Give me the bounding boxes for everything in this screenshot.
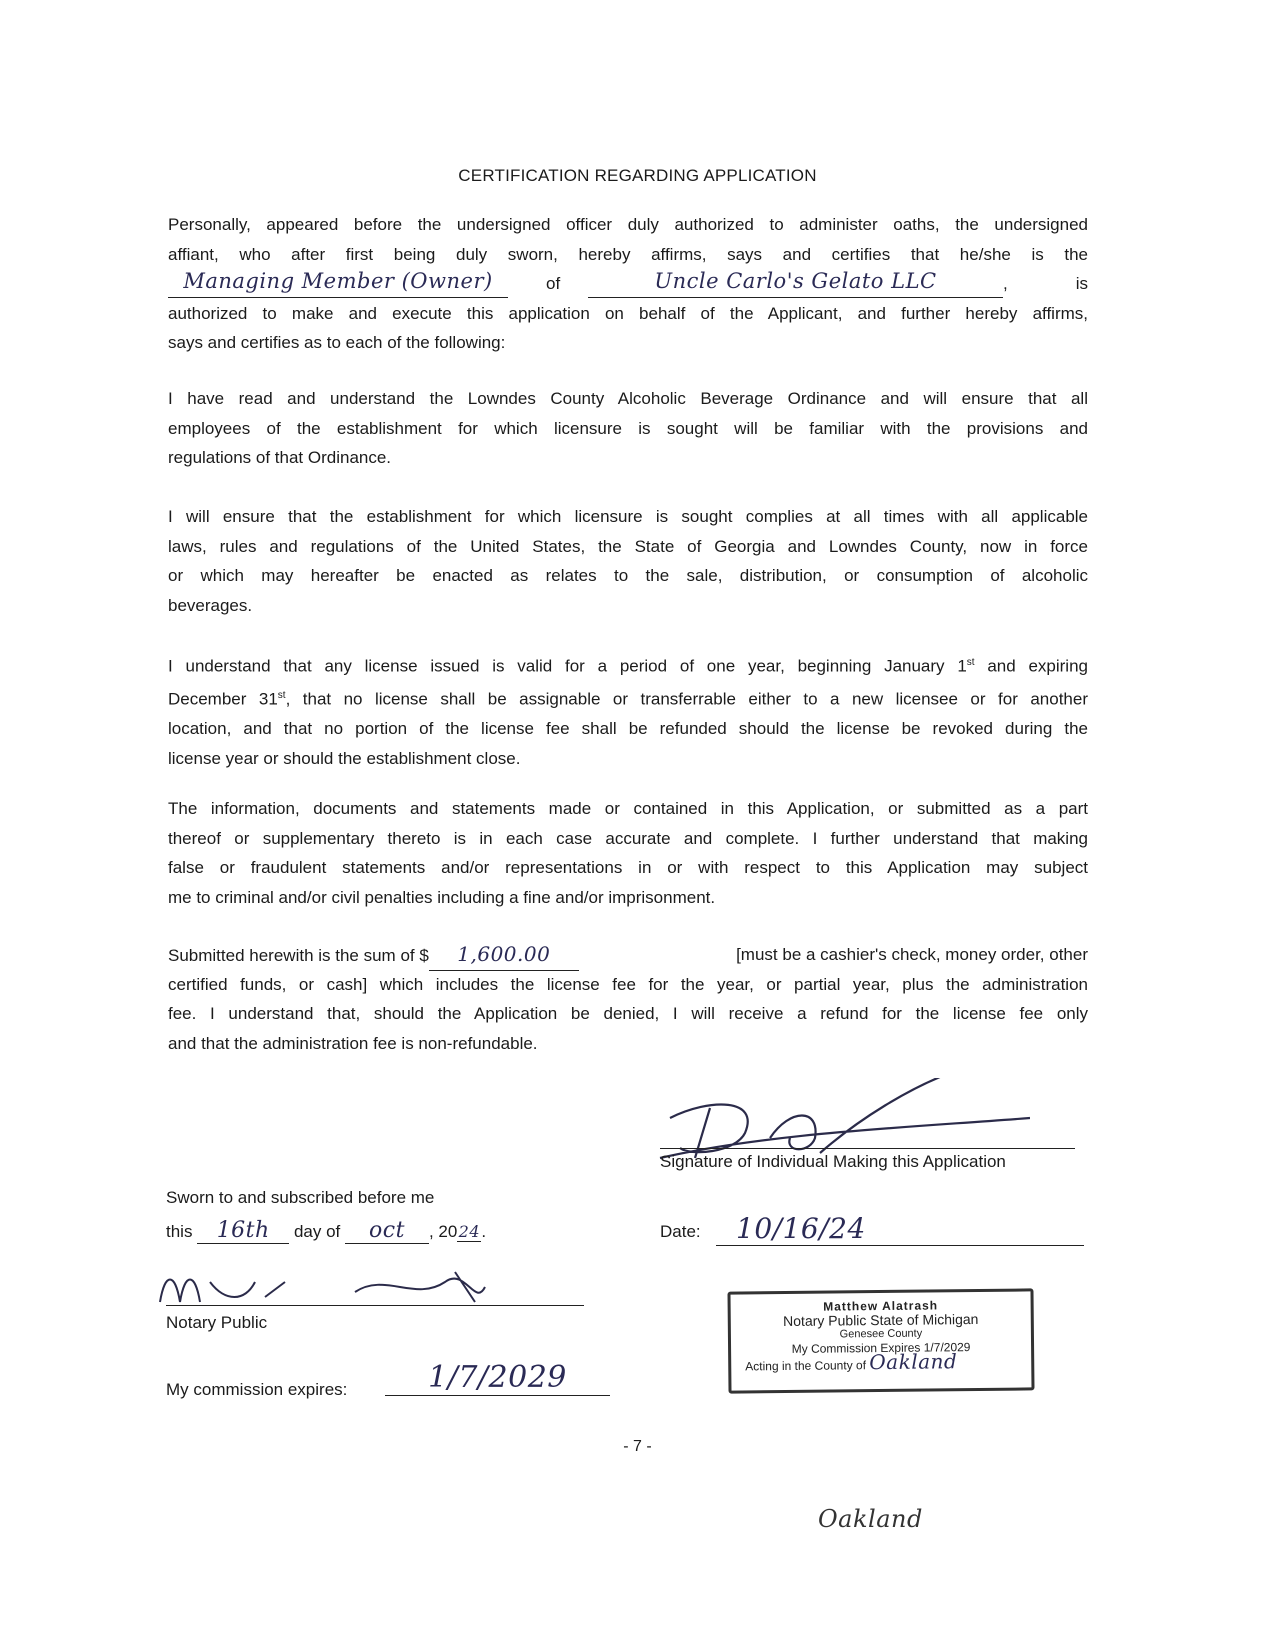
date-label: Date: xyxy=(660,1222,701,1241)
notary-stamp: Matthew Alatrash Notary Public State of Michigan Genesee County My Commission Expires 1/7/2029 Acting in the County of Oakland xyxy=(727,1288,1034,1393)
applicant-signature-label: Signature of Individual Making this Application xyxy=(660,1152,1006,1171)
notary-signature-line xyxy=(166,1305,584,1306)
intro-line-3: Managing Member (Owner) of Uncle Carlo's Gelato LLC , is xyxy=(168,269,1088,299)
p4-line-1: The information, documents and statements made or contained in this Application, or submitted as a part xyxy=(168,799,1088,818)
p2-line-2: laws, rules and regulations of the United States, the State of Georgia and Lowndes County, now in force xyxy=(168,536,1088,556)
p3-line-2: December 31st, that no license shall be assignable or transferrable either to a new licensee or for another xyxy=(168,689,1088,709)
p2-line-1: I will ensure that the establishment for which licensure is sought complies at all times with all applicable xyxy=(168,507,1088,526)
paragraph-license-term xyxy=(168,648,1088,773)
month-field: oct xyxy=(345,1218,429,1244)
p1-line-1: I have read and understand the Lowndes County Alcoholic Beverage Ordinance and will ensure that all xyxy=(168,389,1088,408)
of-word: of xyxy=(546,274,561,293)
applicant-signature-line xyxy=(660,1148,1075,1149)
sworn-label: Sworn to and subscribed before me xyxy=(166,1188,435,1207)
commission-label: My commission expires: xyxy=(166,1380,348,1399)
is-word: is xyxy=(1075,274,1088,293)
p2-line-4: beverages. xyxy=(168,595,253,615)
day-field: 16th xyxy=(197,1218,289,1244)
intro-line-2: affiant, who after first being duly sworn, hereby affirms, says and certifies that he/she is the xyxy=(168,244,1088,264)
p3-line-1: I understand that any license issued is valid for a period of one year, beginning January 1st and expiring xyxy=(168,656,1088,676)
p4-line-3: false or fraudulent statements and/or representations in or with respect to this Application may subject xyxy=(168,858,1088,877)
paragraph-fee xyxy=(168,940,1088,1058)
p1-line-2: employees of the establishment for which licensure is sought will be familiar with the provisions and xyxy=(168,418,1088,438)
intro-line-4: authorized to make and execute this application on behalf of the Applicant, and further hereby affirms, xyxy=(168,303,1088,323)
paragraph-ordinance xyxy=(168,384,1088,473)
page-number: - 7 - xyxy=(623,1438,652,1455)
paragraph-compliance xyxy=(168,502,1088,620)
p5-line-3: fee. I understand that, should the Application be denied, I will receive a refund for the license fee only xyxy=(168,1004,1088,1023)
intro-line-5: says and certifies as to each of the following: xyxy=(168,333,506,352)
date-field: 10/16/24 xyxy=(716,1212,1084,1246)
intro-paragraph xyxy=(168,210,1088,358)
p5-line-4: and that the administration fee is non-refundable. xyxy=(168,1033,538,1053)
intro-line-1: Personally, appeared before the undersigned officer duly authorized to administer oaths, the undersigned xyxy=(168,215,1088,234)
p4-line-4: me to criminal and/or civil penalties including a fine and/or imprisonment. xyxy=(168,887,716,907)
sworn-date-line: this 16th day of oct , 2024. xyxy=(166,1218,487,1243)
p5-line-1: Submitted herewith is the sum of $ 1,600.00 [must be a cashier's check, money order, other xyxy=(168,940,1088,970)
document-title: CERTIFICATION REGARDING APPLICATION xyxy=(458,166,817,185)
notary-label: Notary Public xyxy=(166,1313,268,1332)
bottom-handwritten-note: Oakland xyxy=(818,1505,923,1533)
paragraph-accuracy xyxy=(168,794,1088,912)
p3-line-4: license year or should the establishment close. xyxy=(168,748,521,768)
p5-line-2: certified funds, or cash] which includes the license fee for the year, or partial year, plus the administration xyxy=(168,974,1088,994)
commission-field: 1/7/2029 xyxy=(385,1360,610,1396)
company-field: Uncle Carlo's Gelato LLC xyxy=(588,267,1003,298)
p1-line-3: regulations of that Ordinance. xyxy=(168,448,392,467)
year-field: 24 xyxy=(458,1222,481,1241)
p2-line-3: or which may hereafter be enacted as relates to the sale, distribution, or consumption of alcoholic xyxy=(168,566,1088,585)
p3-line-3: location, and that no portion of the license fee shall be refunded should the license be revoked during the xyxy=(168,719,1088,739)
p4-line-2: thereof or supplementary thereto is in each case accurate and complete. I further understand that making xyxy=(168,828,1088,848)
title-field: Managing Member (Owner) xyxy=(168,267,508,298)
amount-field: 1,600.00 xyxy=(429,940,579,971)
